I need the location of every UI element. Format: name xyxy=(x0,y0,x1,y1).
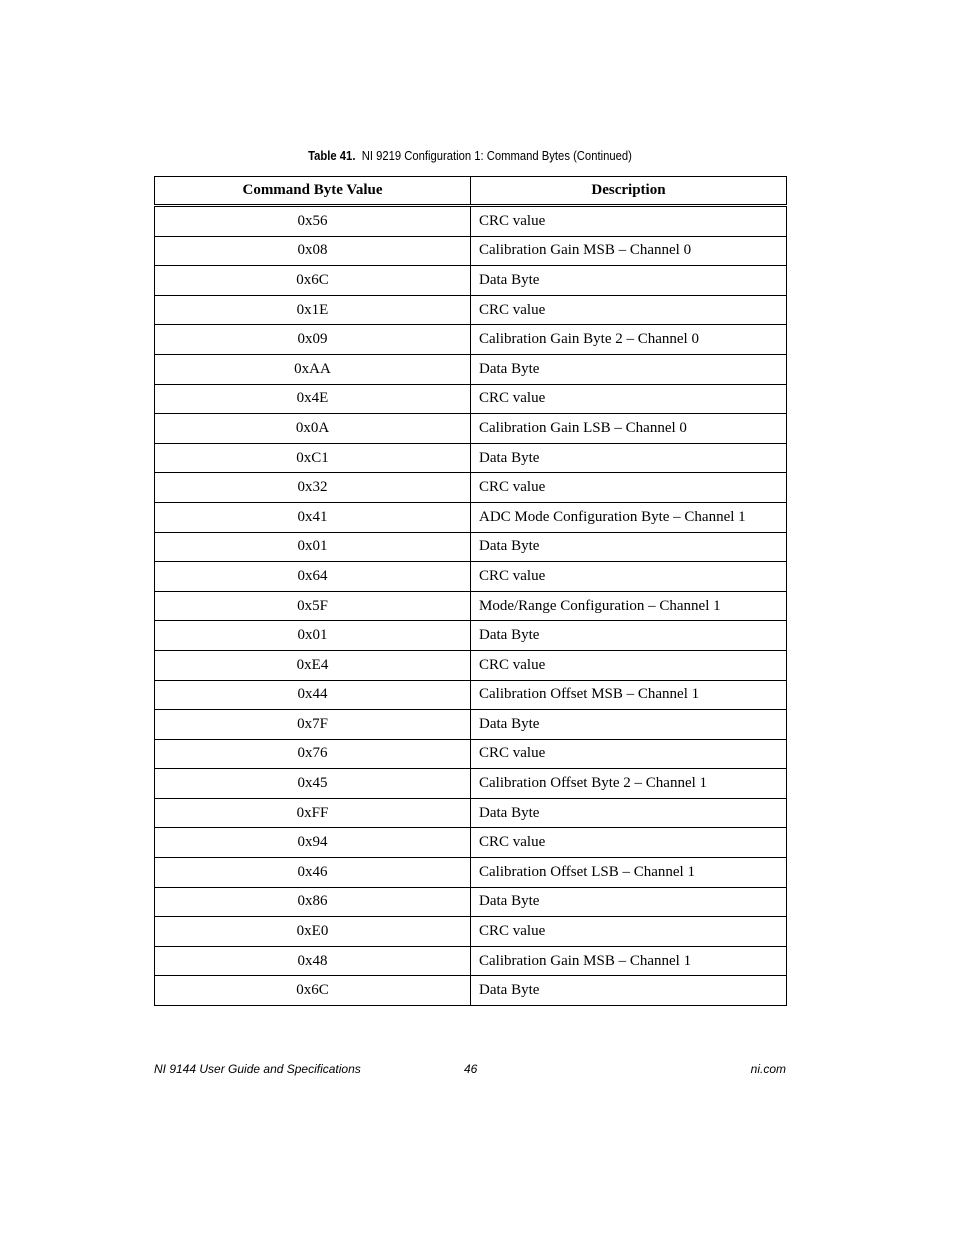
description-cell: Calibration Offset Byte 2 – Channel 1 xyxy=(471,769,787,799)
table-row xyxy=(155,502,787,532)
command-byte-value-cell: 0xE4 xyxy=(155,650,471,680)
command-byte-value-cell: 0x32 xyxy=(155,473,471,503)
description-cell: Calibration Offset MSB – Channel 1 xyxy=(471,680,787,710)
command-byte-value-cell: 0x08 xyxy=(155,236,471,266)
description-cell: CRC value xyxy=(471,828,787,858)
footer-site: ni.com xyxy=(750,1062,786,1076)
command-byte-value-cell: 0x44 xyxy=(155,680,471,710)
command-byte-value-cell: 0xE0 xyxy=(155,917,471,947)
table-row xyxy=(155,710,787,740)
command-byte-value-cell: 0x01 xyxy=(155,621,471,651)
description-cell: CRC value xyxy=(471,739,787,769)
table-row xyxy=(155,946,787,976)
table-caption-label: Table 41. xyxy=(308,149,356,163)
description-cell: Data Byte xyxy=(471,621,787,651)
command-byte-value-cell: 0x46 xyxy=(155,858,471,888)
table-row xyxy=(155,739,787,769)
command-byte-value-cell: 0x4E xyxy=(155,384,471,414)
description-cell: Data Byte xyxy=(471,710,787,740)
table-row xyxy=(155,621,787,651)
table-row xyxy=(155,562,787,592)
table-row xyxy=(155,354,787,384)
command-byte-value-cell: 0x94 xyxy=(155,828,471,858)
description-cell: Calibration Gain Byte 2 – Channel 0 xyxy=(471,325,787,355)
command-byte-value-cell: 0x6C xyxy=(155,976,471,1006)
description-cell: Calibration Gain MSB – Channel 0 xyxy=(471,236,787,266)
command-byte-value-cell: 0x09 xyxy=(155,325,471,355)
table-row xyxy=(155,591,787,621)
description-cell: Data Byte xyxy=(471,266,787,296)
table-header xyxy=(155,177,787,206)
command-byte-value-cell: 0xAA xyxy=(155,354,471,384)
table-row xyxy=(155,443,787,473)
description-cell: Data Byte xyxy=(471,443,787,473)
description-cell: Data Byte xyxy=(471,532,787,562)
table-row xyxy=(155,414,787,444)
description-cell: Data Byte xyxy=(471,887,787,917)
table-row xyxy=(155,236,787,266)
table-row xyxy=(155,680,787,710)
table-row xyxy=(155,295,787,325)
description-cell: Data Byte xyxy=(471,354,787,384)
description-cell: ADC Mode Configuration Byte – Channel 1 xyxy=(471,502,787,532)
command-byte-value-cell: 0x48 xyxy=(155,946,471,976)
command-byte-value-cell: 0x7F xyxy=(155,710,471,740)
description-cell: CRC value xyxy=(471,295,787,325)
description-cell: CRC value xyxy=(471,650,787,680)
table-row xyxy=(155,858,787,888)
column-header-description: Description xyxy=(471,177,787,206)
table-row xyxy=(155,976,787,1006)
command-byte-value-cell: 0x6C xyxy=(155,266,471,296)
table-header-row xyxy=(155,177,787,206)
command-byte-value-cell: 0x01 xyxy=(155,532,471,562)
description-cell: Data Byte xyxy=(471,976,787,1006)
table-row xyxy=(155,532,787,562)
table-body xyxy=(155,206,787,1006)
table-row xyxy=(155,650,787,680)
table-row xyxy=(155,828,787,858)
description-cell: Calibration Gain MSB – Channel 1 xyxy=(471,946,787,976)
description-cell: Data Byte xyxy=(471,798,787,828)
column-header-command-byte-value: Command Byte Value xyxy=(155,177,471,206)
description-cell: CRC value xyxy=(471,384,787,414)
table-row xyxy=(155,769,787,799)
footer-page-number: 46 xyxy=(464,1062,478,1076)
command-byte-value-cell: 0x86 xyxy=(155,887,471,917)
description-cell: CRC value xyxy=(471,562,787,592)
description-cell: CRC value xyxy=(471,917,787,947)
table-row xyxy=(155,917,787,947)
command-bytes-table xyxy=(154,176,787,1006)
table-row xyxy=(155,798,787,828)
command-byte-value-cell: 0x56 xyxy=(155,206,471,237)
command-byte-value-cell: 0x41 xyxy=(155,502,471,532)
table-row xyxy=(155,206,787,237)
table-row xyxy=(155,266,787,296)
table-row xyxy=(155,473,787,503)
command-byte-value-cell: 0xC1 xyxy=(155,443,471,473)
description-cell: CRC value xyxy=(471,206,787,237)
description-cell: Calibration Offset LSB – Channel 1 xyxy=(471,858,787,888)
description-cell: Mode/Range Configuration – Channel 1 xyxy=(471,591,787,621)
table-row xyxy=(155,325,787,355)
table-row xyxy=(155,887,787,917)
table-caption xyxy=(47,149,893,163)
description-cell: Calibration Gain LSB – Channel 0 xyxy=(471,414,787,444)
footer-document-title: NI 9144 User Guide and Specifications xyxy=(154,1062,361,1076)
command-byte-value-cell: 0xFF xyxy=(155,798,471,828)
command-byte-value-cell: 0x76 xyxy=(155,739,471,769)
command-byte-value-cell: 0x45 xyxy=(155,769,471,799)
command-byte-value-cell: 0x5F xyxy=(155,591,471,621)
description-cell: CRC value xyxy=(471,473,787,503)
table-caption-text: NI 9219 Configuration 1: Command Bytes (Continued) xyxy=(361,149,632,163)
command-byte-value-cell: 0x64 xyxy=(155,562,471,592)
table-row xyxy=(155,384,787,414)
command-byte-value-cell: 0x0A xyxy=(155,414,471,444)
command-byte-value-cell: 0x1E xyxy=(155,295,471,325)
